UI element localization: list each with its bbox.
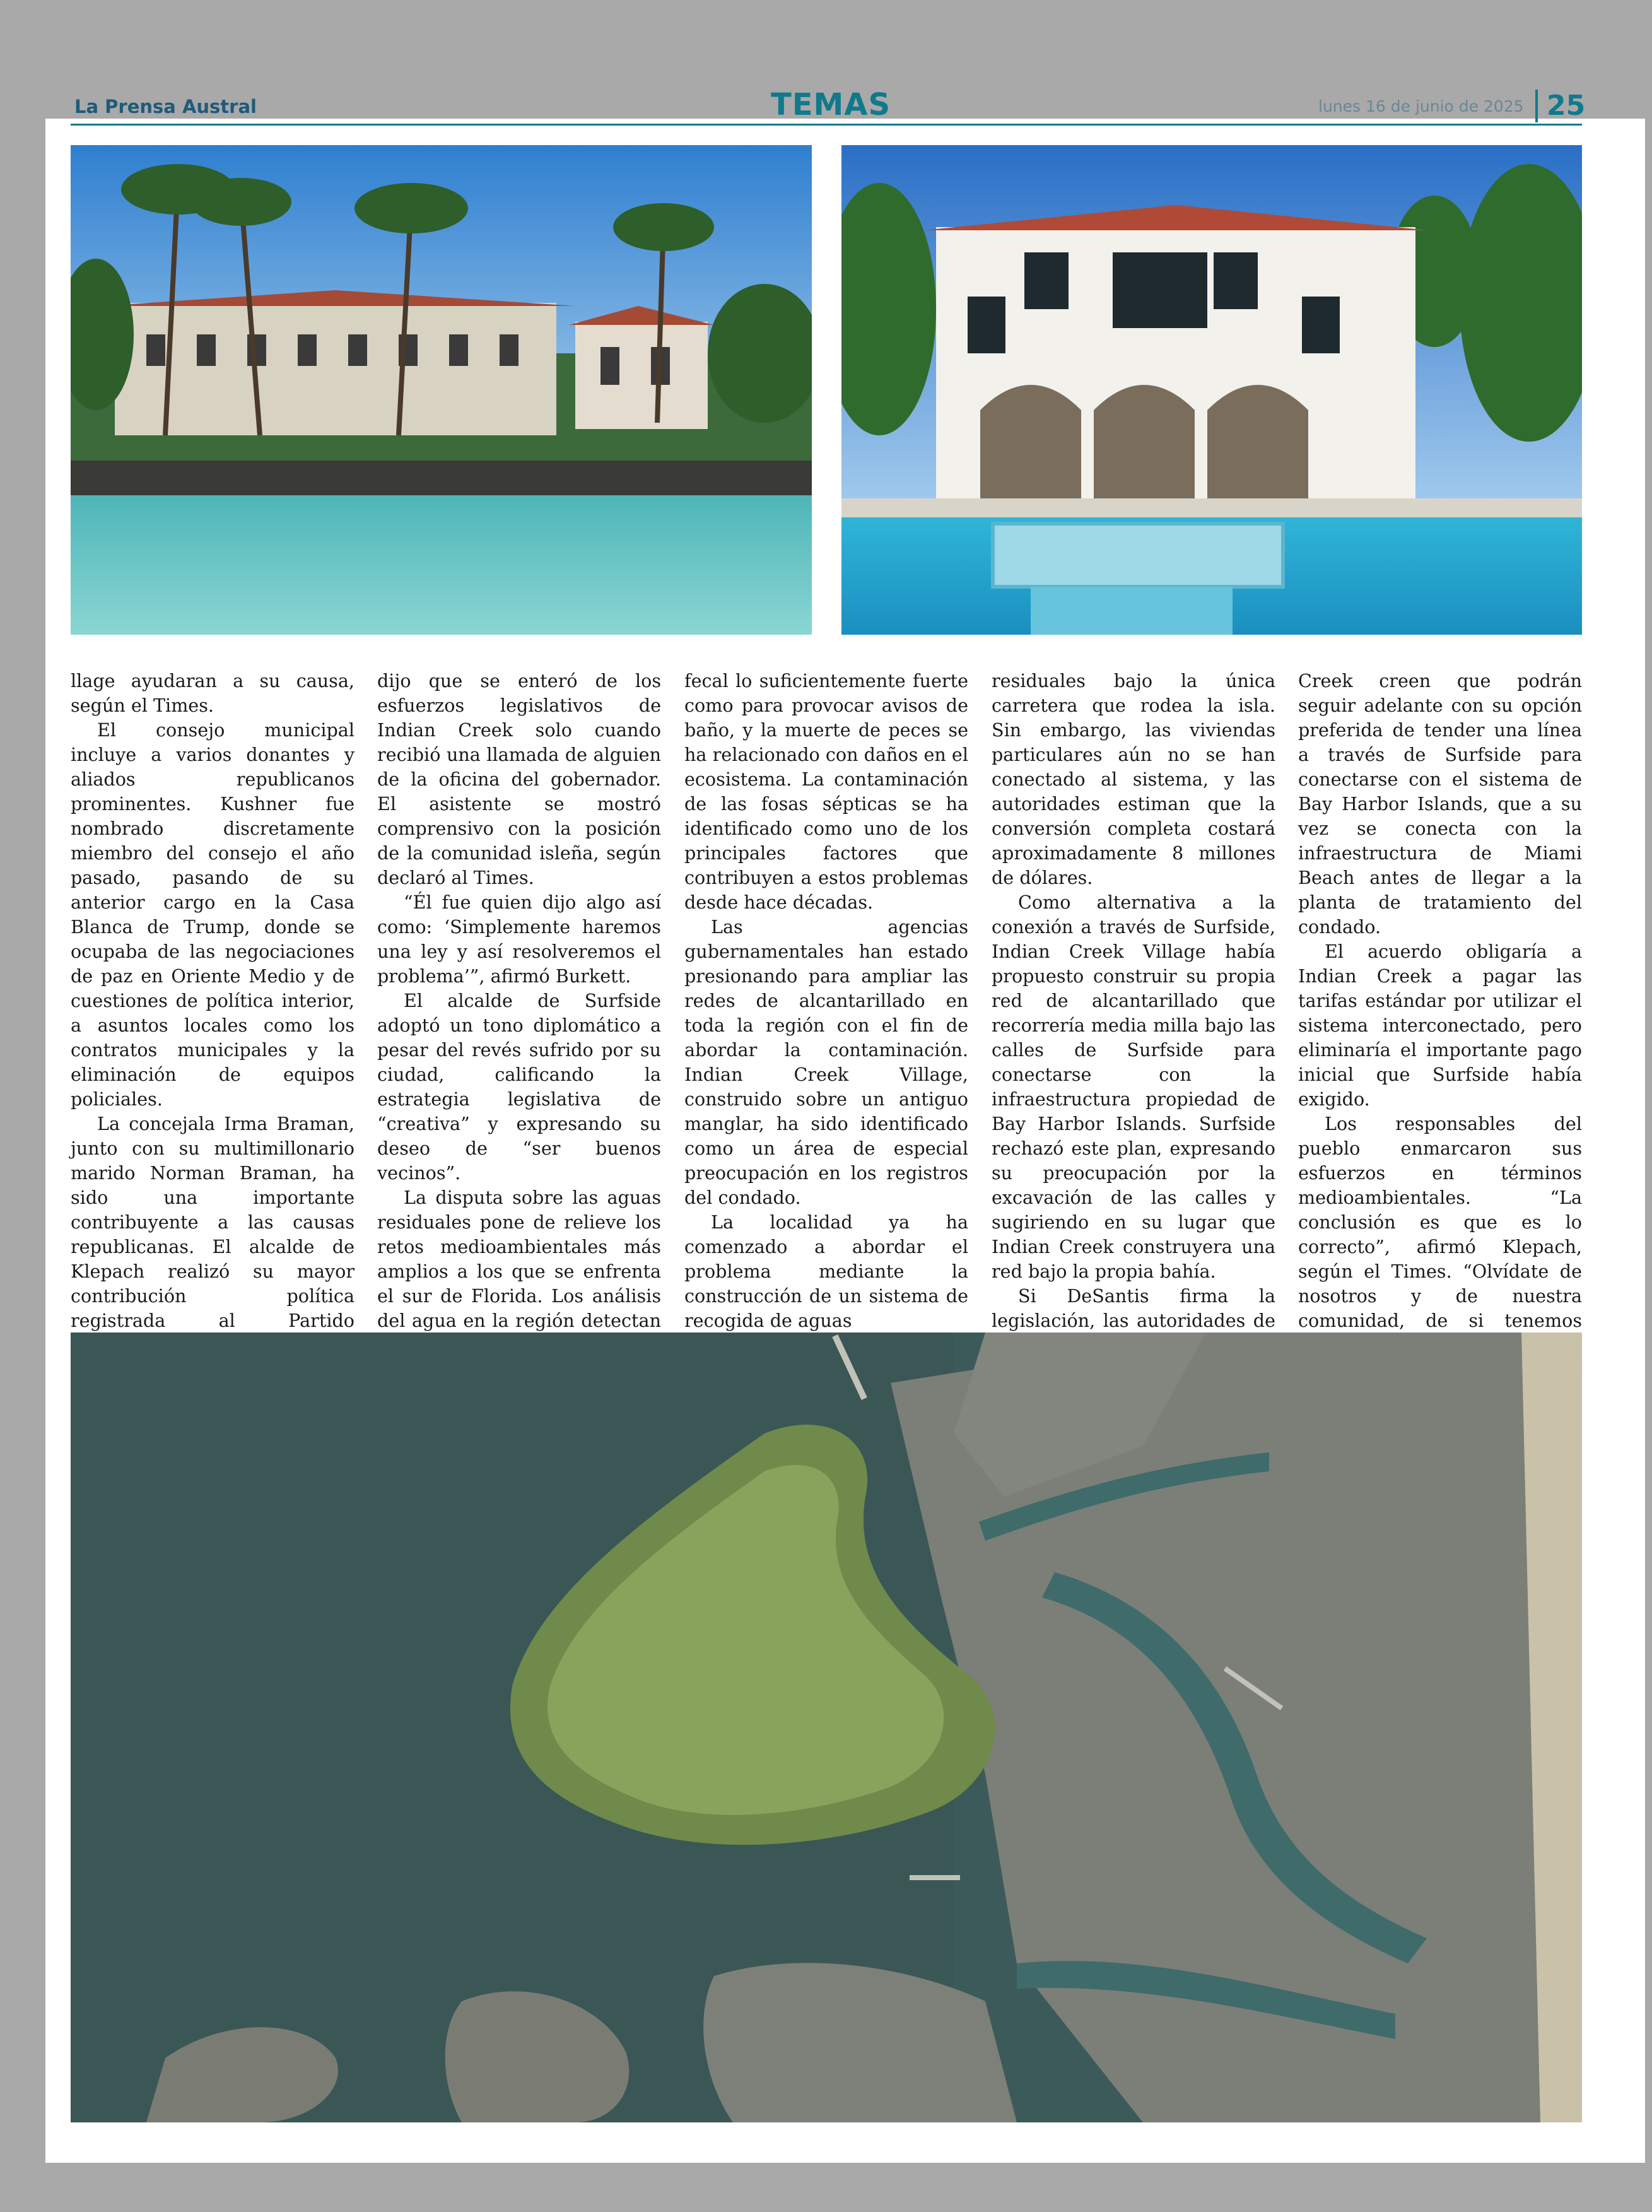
page-header <box>0 0 1652 122</box>
header-separator <box>1535 90 1538 122</box>
paragraph: La concejala Irma Braman, junto con su multimillonario marido Norman Braman, ha sido una importante contribuyente a las causas republicanas. El alcalde de Klepach realizó su mayor contribución política registrada al Partido <box>71 1113 354 1331</box>
paragraph: Las agencias gubernamentales han estado presionando para ampliar las redes de alcantarillado en toda la región con el fin de abordar la contaminación. Indian Creek Village, construido sobre un antiguo manglar, ha sido identificado como un área de especial preocupación en los registros del condado. <box>684 916 968 1208</box>
paragraph: residuales bajo la única carretera que rodea la isla. Sin embargo, las viviendas particulares aún no se han conectado al sistema, y las autoridades estiman que la conversión completa costará aproximadamente 8 millones de dólares. <box>992 670 1275 888</box>
publication-name: La Prensa Austral <box>74 96 257 117</box>
article-column-4 <box>992 669 1275 1331</box>
paragraph: Como alternativa a la conexión a través de Surfside, Indian Creek Village había propuesto construir su propia red de alcantarillado que recorrería media milla bajo las calles de Surfside para conectarse con la infraestructura propiedad de Bay Harbor Islands. Surfside rechazó este plan, expresando su preocupación por la excavación de las calles y sugiriendo en su lugar que Indian Creek construyera una red bajo la propia bahía. <box>992 891 1275 1282</box>
paragraph: El consejo municipal incluye a varios donantes y aliados republicanos prominentes. Kushner fue nombrado discretamente miembro del consejo el año pasado, pasando de su anterior cargo en la Casa Blanca de Trump, donde se ocupaba de las negociaciones de paz en Oriente Medio y de cuestiones de política interior, a asuntos locales como los contratos municipales y la eliminación de equipos policiales. <box>71 719 354 1110</box>
aerial-island-photo <box>71 1332 1582 2122</box>
article-column-3 <box>684 669 968 1331</box>
article-column-5 <box>1298 669 1582 1331</box>
page-number: 25 <box>1547 90 1586 122</box>
paragraph: Creek creen que podrán seguir adelante con su opción preferida de tender una línea a través de Surfside para conectarse con el sistema de Bay Harbor Islands, que a su vez se conecta con la infraestructura de Miami Beach antes de llegar a la planta de tratamiento del condado. <box>1298 670 1582 938</box>
article-body <box>71 669 1582 1331</box>
paragraph: “Él fue quien dijo algo así como: ‘Simplemente haremos una ley y así resolveremos el problema’”, afirmó Burkett. <box>377 891 661 987</box>
mansion-pool-photo <box>841 145 1582 635</box>
article-column-1 <box>71 669 354 1331</box>
paragraph: fecal lo suficientemente fuerte como para provocar avisos de baño, y la muerte de peces se ha relacionado con daños en el ecosistema. La contaminación de las fosas sépticas se ha identificado como uno de los principales factores que contribuyen a estos problemas desde hace décadas. <box>684 670 968 913</box>
mansion-waterfront-photo <box>71 145 812 635</box>
paragraph: La disputa sobre las aguas residuales pone de relieve los retos medioambientales más amplios a los que se enfrenta el sur de Florida. Los análisis del agua en la región detectan <box>377 1187 661 1331</box>
paragraph: La localidad ya ha comenzado a abordar el problema mediante la construcción de un sistema de recogida de aguas <box>684 1211 968 1331</box>
paragraph: Los responsables del pueblo enmarcaron sus esfuerzos en términos medioambientales. “La conclusión es que es lo correcto”, afirmó Klepach, según el Times. “Olvídate de nosotros y de nuestra comunidad, de si tenemos <box>1298 1113 1582 1331</box>
article-column-2 <box>377 669 661 1331</box>
paragraph: dijo que se enteró de los esfuerzos legislativos de Indian Creek solo cuando recibió una llamada de alguien de la oficina del gobernador. El asistente se mostró comprensivo con la posición de la comunidad isleña, según declaró al Times. <box>377 670 661 888</box>
paragraph: El acuerdo obligaría a Indian Creek a pagar las tarifas estándar por utilizar el sistema interconectado, pero eliminaría el importante pago inicial que Surfside había exigido. <box>1298 941 1582 1110</box>
paragraph: Si DeSantis firma la legislación, las autoridades de <box>992 1285 1275 1331</box>
issue-date: lunes 16 de junio de 2025 <box>1318 97 1524 115</box>
section-title: TEMAS <box>771 87 891 122</box>
header-rule <box>71 124 1582 126</box>
paragraph: El alcalde de Surfside adoptó un tono diplomático a pesar del revés sufrido por su ciudad, calificando la estrategia legislativa de “creativa” y expresando su deseo de “ser buenos vecinos”. <box>377 990 661 1184</box>
paragraph: llage ayudaran a su causa, según el Times. <box>71 670 354 716</box>
